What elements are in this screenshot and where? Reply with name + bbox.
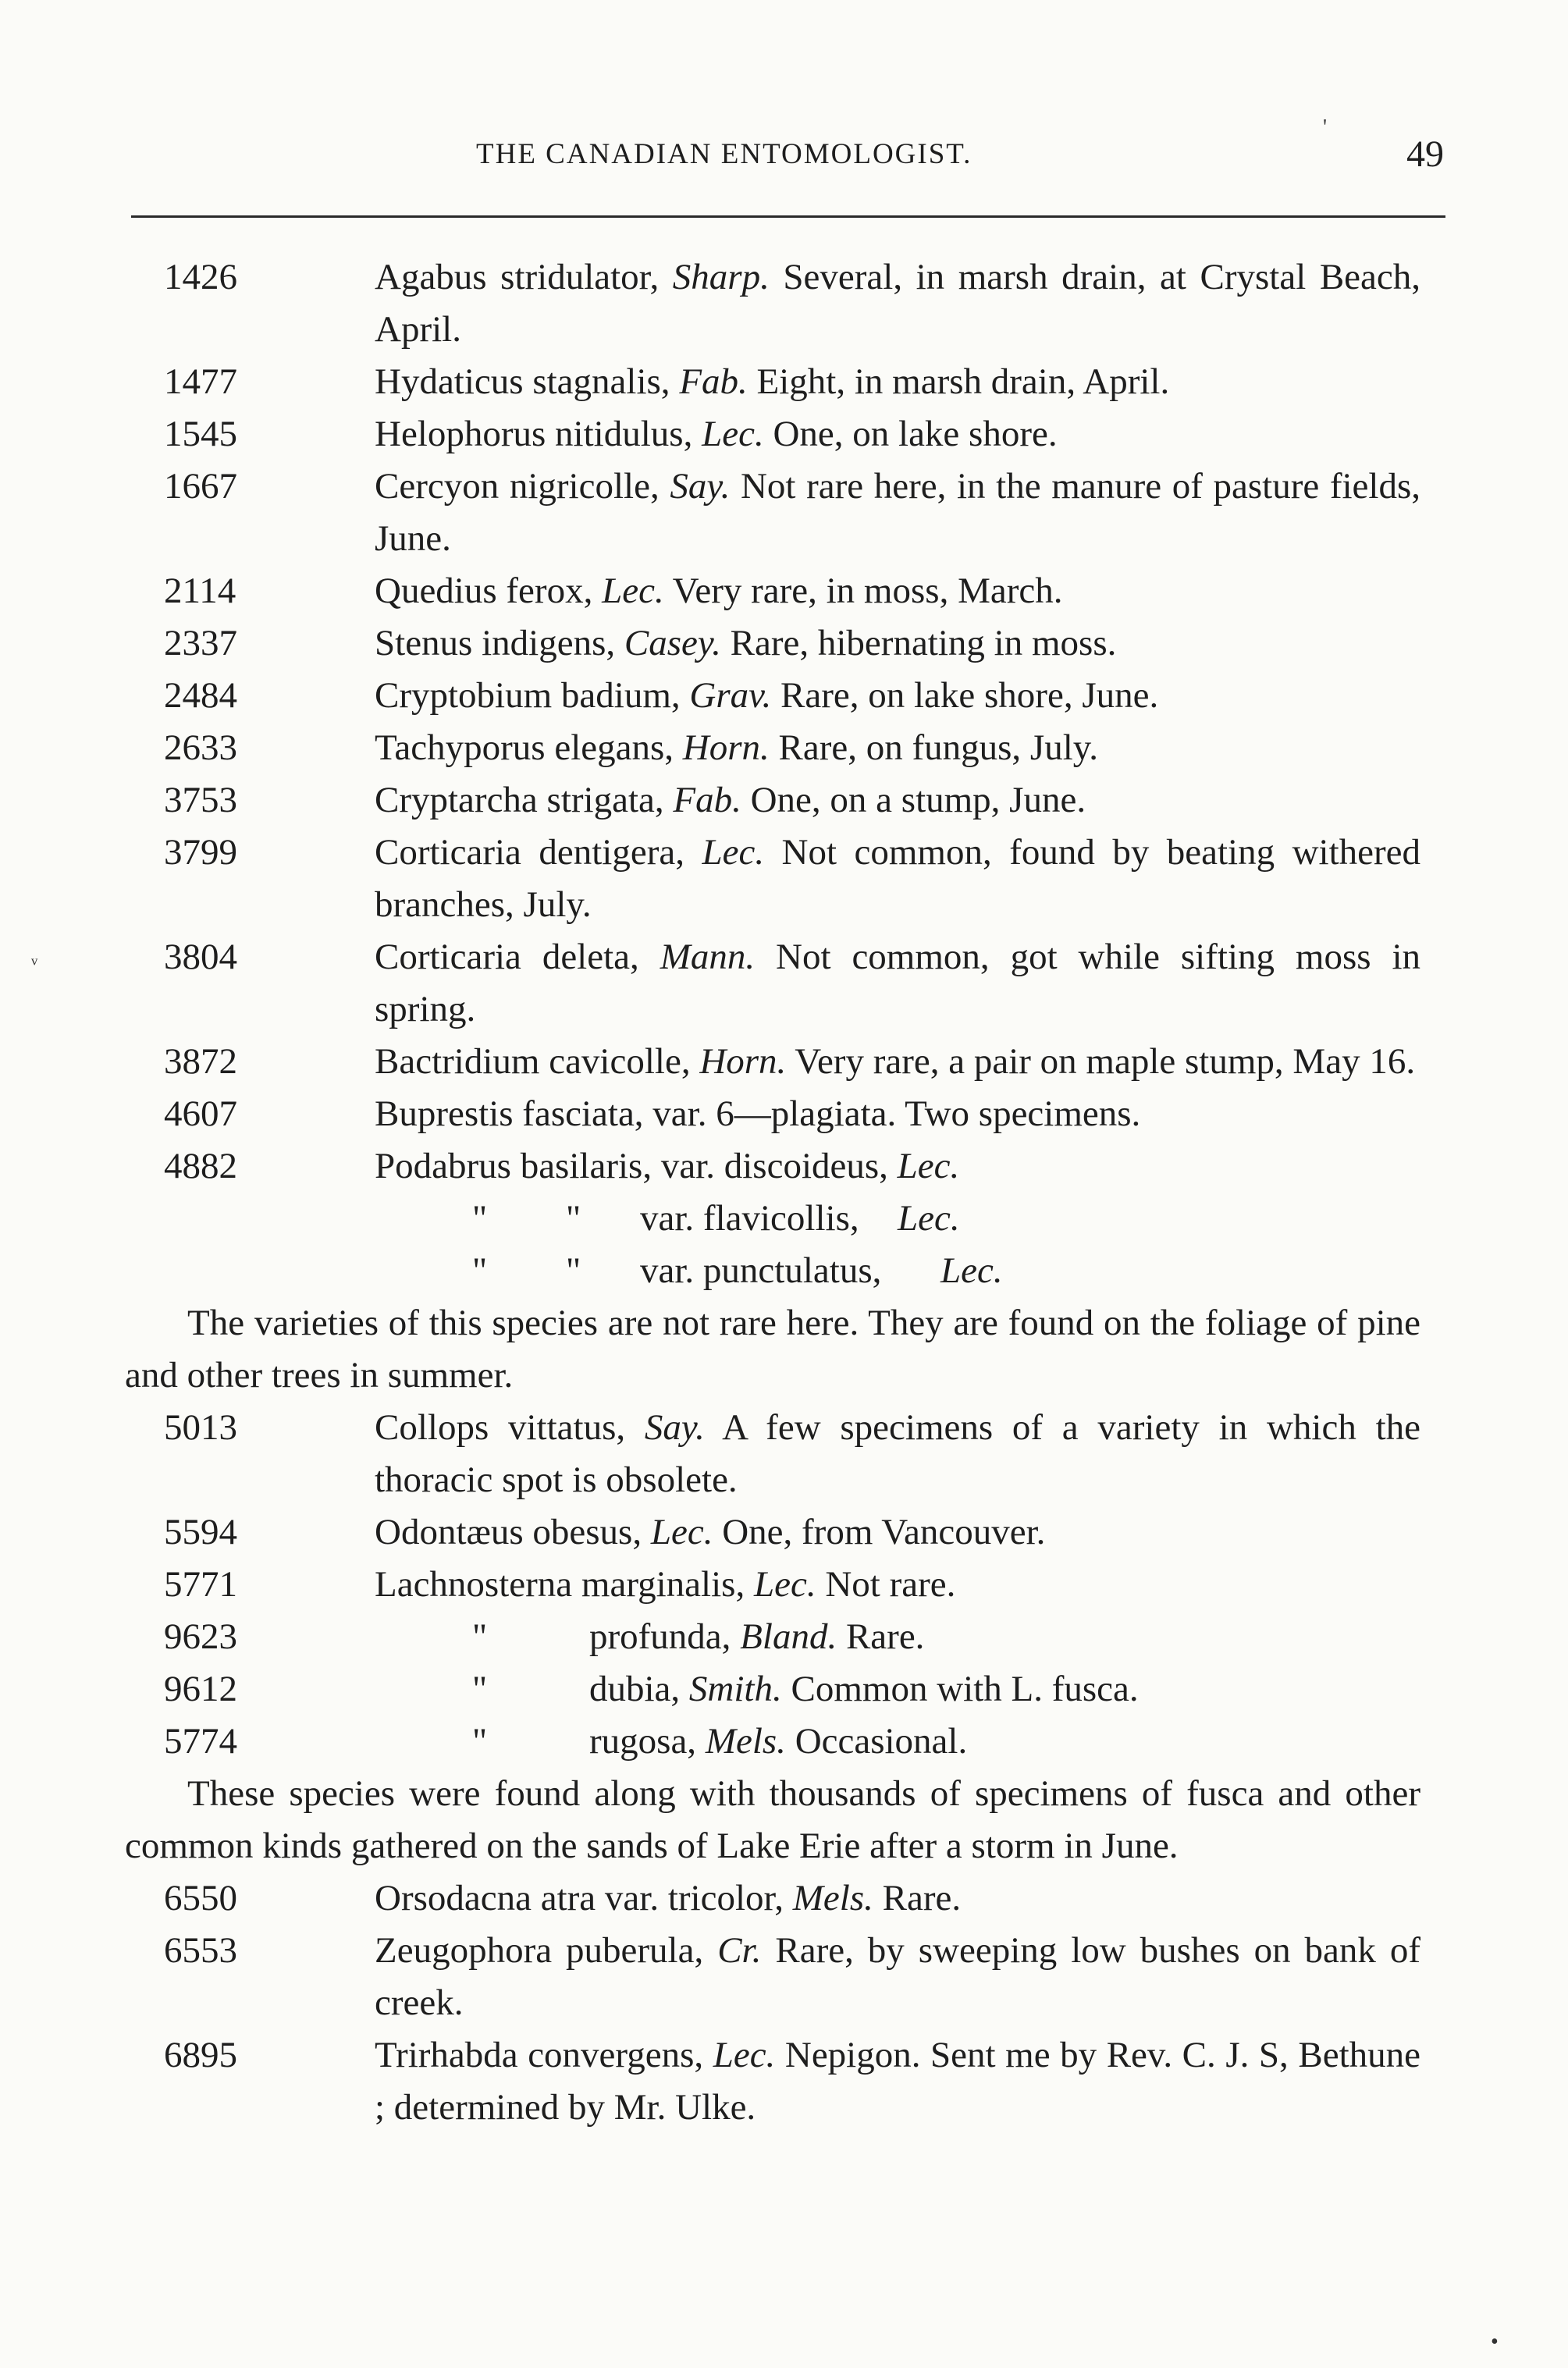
entry-text	[375, 1872, 1420, 1925]
species-name: Buprestis fasciata, var. 6—plagiata.	[375, 1093, 897, 1134]
collection-note: Eight, in marsh drain, April.	[756, 361, 1170, 402]
print-speck: '	[1323, 116, 1328, 140]
entry-text	[589, 1663, 1139, 1716]
species-name: Podabrus basilaris, var. discoideus,	[375, 1146, 888, 1186]
author-name: Mels.	[705, 1721, 786, 1762]
author-name: Grav.	[689, 675, 772, 716]
species-entry	[164, 251, 1420, 356]
collection-note: Rare.	[882, 1878, 962, 1918]
species-entry	[164, 1663, 1420, 1716]
species-name: Helophorus nitidulus,	[375, 414, 693, 454]
catalogue-number: 6553	[164, 1930, 237, 1971]
species-entry	[164, 1036, 1420, 1088]
author-name: Lec.	[702, 832, 765, 873]
author-name: Fab.	[679, 361, 748, 402]
author-name: Cr.	[717, 1930, 762, 1971]
page-body	[125, 251, 1420, 2134]
author-name: Bland.	[740, 1616, 837, 1657]
species-name: Cercyon nigricolle,	[375, 466, 660, 507]
catalogue-number: 1426	[164, 257, 237, 297]
catalogue-number: 1477	[164, 361, 237, 402]
entry-text	[375, 1925, 1420, 2029]
ditto-mark: "	[472, 1198, 488, 1239]
catalogue-number: 9612	[164, 1669, 237, 1709]
author-name: Lec.	[702, 414, 764, 454]
species-name: Tachyporus elegans,	[375, 727, 674, 768]
catalogue-number: 3799	[164, 832, 237, 873]
ditto-mark: "	[472, 1250, 488, 1291]
catalogue-number: 3753	[164, 780, 237, 820]
species-entry	[164, 827, 1420, 931]
entry-text	[375, 2029, 1420, 2134]
print-speck: ᵛ	[31, 952, 38, 976]
header-rule	[131, 215, 1445, 218]
catalogue-number: 2633	[164, 727, 237, 768]
species-name: Collops vittatus,	[375, 1407, 626, 1448]
species-entry	[164, 356, 1420, 408]
collection-note: Very rare, in moss, March.	[672, 571, 1063, 611]
author-name: Lec.	[602, 571, 664, 611]
catalogue-number: 3872	[164, 1041, 237, 1082]
catalogue-number: 2337	[164, 623, 237, 663]
entry-text	[589, 1611, 924, 1663]
entry-text	[375, 1036, 1420, 1088]
author-name: Say.	[670, 466, 731, 507]
collection-note: Nepigon. Sent me by Rev. C. J. S, Bethune ; determined by Mr. Ulke.	[375, 2035, 1420, 2128]
species-name: Corticaria dentigera,	[375, 832, 684, 873]
entry-text	[375, 356, 1420, 408]
catalogue-number: 4882	[164, 1146, 237, 1186]
collection-note: A few specimens of a variety in which the thoracic spot is obsolete.	[375, 1407, 1420, 1500]
collection-note: Not common, got while sifting moss in spring.	[375, 937, 1421, 1029]
ditto-mark: "	[472, 1721, 488, 1762]
species-entry	[164, 1611, 1420, 1663]
author-name: Horn.	[699, 1041, 787, 1082]
species-list-b	[125, 1402, 1420, 1611]
catalogue-number: 9623	[164, 1616, 237, 1657]
species-name: Trirhabda convergens,	[375, 2035, 704, 2075]
entry-text	[375, 774, 1420, 827]
species-name: dubia,	[589, 1669, 681, 1709]
entry-text	[375, 1506, 1420, 1559]
ditto-mark: "	[472, 1669, 488, 1709]
catalogue-number: 3804	[164, 937, 237, 977]
species-entry	[164, 1506, 1420, 1559]
collection-note: Rare, by sweeping low bushes on bank of creek.	[375, 1930, 1421, 2023]
collection-note: One, on lake shore.	[773, 414, 1058, 454]
variety-row	[164, 1193, 1420, 1245]
ditto-mark: "	[472, 1616, 488, 1657]
author-name: Mann.	[660, 937, 756, 977]
species-name: Quedius ferox,	[375, 571, 593, 611]
species-entry	[164, 2029, 1420, 2134]
species-name: Corticaria deleta,	[375, 937, 639, 977]
collection-note: Rare, on lake shore, June.	[780, 675, 1159, 716]
entry-text	[375, 1559, 1420, 1611]
species-entry	[164, 460, 1420, 565]
species-entry	[164, 1925, 1420, 2029]
species-entry	[164, 670, 1420, 722]
catalogue-number: 2484	[164, 675, 237, 716]
species-entry	[164, 931, 1420, 1036]
species-entry	[164, 1872, 1420, 1925]
entry-text	[375, 460, 1420, 565]
variety-name: var. flavicollis,	[640, 1198, 859, 1239]
podabrus-varieties	[125, 1193, 1420, 1297]
catalogue-number: 2114	[164, 571, 236, 611]
entry-text	[375, 1402, 1420, 1506]
page-header	[133, 133, 1444, 184]
entry-text	[375, 408, 1420, 460]
species-list-a	[125, 251, 1420, 1193]
author-name: Say.	[644, 1407, 705, 1448]
author-name: Smith.	[688, 1669, 782, 1709]
entry-text	[375, 251, 1420, 356]
catalogue-number: 1545	[164, 414, 237, 454]
species-name: Odontæus obesus,	[375, 1512, 642, 1552]
paragraph: These species were found along with thousands of specimens of fusca and other common kinds gathered on the sands of Lake Erie after a storm in June.	[125, 1773, 1420, 1866]
catalogue-number: 5594	[164, 1512, 237, 1552]
species-entry	[164, 722, 1420, 774]
collection-note: Occasional.	[795, 1721, 968, 1762]
author-name: Lec.	[650, 1512, 713, 1552]
species-entry	[164, 1140, 1420, 1193]
species-name: Agabus stridulator,	[375, 257, 660, 297]
author-name: Lec.	[713, 2035, 776, 2075]
author-name: Fab.	[673, 780, 741, 820]
entry-text	[375, 827, 1420, 931]
ditto-mark: "	[566, 1250, 581, 1291]
species-name: Lachnosterna marginalis,	[375, 1564, 745, 1605]
species-name: Stenus indigens,	[375, 623, 616, 663]
paragraph: The varieties of this species are not rare here. They are found on the foliage of pine and other trees in summer.	[125, 1303, 1420, 1396]
collection-note: Two specimens.	[905, 1093, 1141, 1134]
author-name: Mels.	[792, 1878, 873, 1918]
entry-text	[375, 670, 1420, 722]
collection-note: Rare, hibernating in moss.	[730, 623, 1117, 663]
author-name: Sharp.	[672, 257, 770, 297]
species-entry	[164, 617, 1420, 670]
species-name: Bactridium cavicolle,	[375, 1041, 691, 1082]
page-number: 49	[1406, 133, 1444, 175]
species-name: Orsodacna atra var. tricolor,	[375, 1878, 784, 1918]
catalogue-number: 5774	[164, 1721, 237, 1762]
species-name: Cryptobium badium,	[375, 675, 681, 716]
species-entry	[164, 408, 1420, 460]
species-name: Cryptarcha strigata,	[375, 780, 664, 820]
catalogue-number: 4607	[164, 1093, 237, 1134]
entry-text	[375, 565, 1420, 617]
species-name: profunda,	[589, 1616, 731, 1657]
variety-row	[164, 1245, 1420, 1297]
species-name: Hydaticus stagnalis,	[375, 361, 670, 402]
catalogue-number: 1667	[164, 466, 237, 507]
collection-note: One, from Vancouver.	[722, 1512, 1046, 1552]
collection-note: One, on a stump, June.	[750, 780, 1086, 820]
entry-text	[375, 1088, 1420, 1140]
ditto-mark: "	[566, 1198, 581, 1239]
entry-text	[375, 722, 1420, 774]
author-name: Lec.	[753, 1564, 816, 1605]
species-list-c	[125, 1872, 1420, 2134]
author-name: Lec.	[898, 1198, 960, 1239]
species-entry	[164, 1716, 1420, 1768]
entry-text	[589, 1716, 967, 1768]
species-entry	[164, 1559, 1420, 1611]
print-speck: •	[1491, 2330, 1499, 2354]
running-title: THE CANADIAN ENTOMOLOGIST.	[476, 138, 972, 170]
collection-note: Rare, on fungus, July.	[778, 727, 1098, 768]
catalogue-number: 5771	[164, 1564, 237, 1605]
entry-text	[375, 1140, 1420, 1193]
species-entry	[164, 1088, 1420, 1140]
species-entry	[164, 774, 1420, 827]
collection-note: Not common, found by beating withered branches, July.	[375, 832, 1421, 925]
collection-note: Not rare here, in the manure of pasture fields, June.	[375, 466, 1421, 559]
collection-note: Very rare, a pair on maple stump, May 16.	[795, 1041, 1416, 1082]
author-name: Lec.	[897, 1146, 960, 1186]
lachnosterna-species	[125, 1611, 1420, 1768]
catalogue-number: 5013	[164, 1407, 237, 1448]
catalogue-number: 6550	[164, 1878, 237, 1918]
species-name: rugosa,	[589, 1721, 697, 1762]
collection-note: Several, in marsh drain, at Crystal Beach, April.	[375, 257, 1421, 350]
collection-note: Rare.	[845, 1616, 925, 1657]
collection-note: Not rare.	[825, 1564, 956, 1605]
catalogue-number: 6895	[164, 2035, 237, 2075]
variety-name: var. punctulatus,	[640, 1250, 882, 1291]
collection-note: Common with L. fusca.	[791, 1669, 1139, 1709]
entry-text	[375, 617, 1420, 670]
species-entry	[164, 565, 1420, 617]
author-name: Horn.	[682, 727, 770, 768]
author-name: Casey.	[624, 623, 721, 663]
author-name: Lec.	[940, 1250, 1003, 1291]
entry-text	[375, 931, 1420, 1036]
species-entry	[164, 1402, 1420, 1506]
species-name: Zeugophora puberula,	[375, 1930, 704, 1971]
